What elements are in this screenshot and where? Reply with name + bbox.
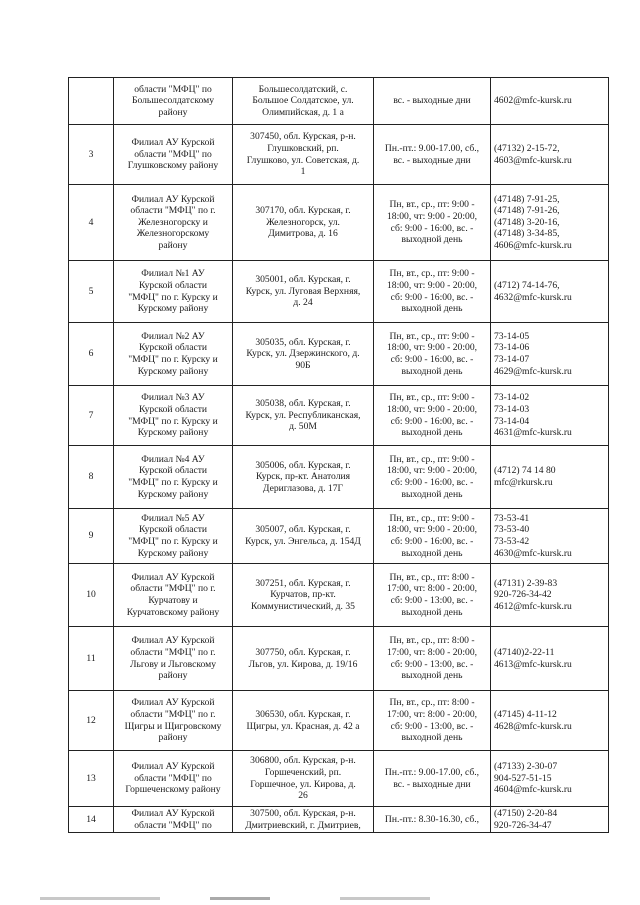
table-row (69, 509, 609, 564)
contact-info-cell (491, 386, 609, 446)
working-hours-cell (374, 185, 491, 261)
contact-info-line: (47133) 2-30-07 (494, 761, 558, 773)
row-number: 3 (88, 148, 94, 160)
table-row (69, 807, 609, 833)
branch-name-line: району (158, 670, 188, 682)
branch-name-line: "МФЦ" по г. Курску и (128, 291, 218, 303)
contact-info-cell (491, 691, 609, 751)
working-hours-line: Пн, вт., ср., пт: 9:00 - (389, 330, 475, 342)
branch-name-line: области "МФЦ" по (134, 83, 212, 95)
table-row (69, 125, 609, 185)
working-hours-line: Пн, вт., ср., пт: 9:00 - (389, 392, 475, 404)
branch-address-line: Курск, ул. Республиканская, (245, 409, 361, 421)
contact-info-cell (491, 78, 609, 125)
branch-name-cell (114, 807, 233, 833)
branch-name-line: Курскому району (137, 365, 209, 377)
row-number: 13 (86, 772, 96, 784)
branch-address-cell (233, 691, 374, 751)
contact-info-line: 73-53-41 (494, 512, 530, 524)
branch-address-cell (233, 509, 374, 564)
branch-name-cell (114, 446, 233, 509)
row-number: 8 (88, 471, 94, 483)
row-number-cell (69, 386, 114, 446)
contact-info-cell (491, 125, 609, 185)
branch-name-line: Филиал АУ Курской (131, 761, 215, 773)
row-number-cell (69, 564, 114, 627)
working-hours-cell (374, 509, 491, 564)
branch-name-line: району (158, 239, 188, 251)
contact-info-line: (47150) 2-20-84 (494, 808, 558, 819)
working-hours-line: сб: 9:00 - 16:00, вс. - (390, 477, 474, 488)
contact-info-line: 73-53-40 (494, 524, 530, 536)
branch-address-cell (233, 446, 374, 509)
contact-info-line: 73-14-05 (494, 330, 530, 342)
branch-name-line: "МФЦ" по г. Курску и (128, 415, 218, 427)
contact-info-cell (491, 751, 609, 807)
branch-address-line: Горшечное, ул. Кирова, д. (250, 778, 356, 790)
branch-name-line: Курчатовскому району (126, 606, 220, 618)
working-hours-cell (374, 125, 491, 185)
working-hours-line: 18:00, чт: 9:00 - 20:00, (386, 524, 478, 536)
branch-name-line: Курскому району (137, 547, 209, 559)
working-hours-line: 18:00, чт: 9:00 - 20:00, (386, 210, 478, 222)
branch-address-cell (233, 807, 374, 833)
row-number-cell (69, 323, 114, 386)
contact-info-line[interactable]: 4612@mfc-kursk.ru (494, 600, 572, 612)
branch-name-line: "МФЦ" по г. Курску и (128, 354, 218, 365)
branch-name-line: Филиал АУ Курской (131, 571, 215, 583)
working-hours-cell (374, 323, 491, 386)
working-hours-line: сб: 9:00 - 13:00, вс. - (390, 658, 474, 670)
contact-info-line: 73-53-42 (494, 536, 530, 547)
working-hours-line: выходной день (401, 547, 463, 559)
branch-name-line: Филиал №3 АУ (141, 392, 205, 404)
branch-name-line: Курскому району (137, 427, 209, 439)
working-hours-line: сб: 9:00 - 16:00, вс. - (390, 291, 474, 303)
mfc-branches-table (68, 77, 609, 833)
contact-info-line: 73-14-07 (494, 354, 530, 365)
contact-info-line: (47148) 3-20-16, (494, 216, 560, 228)
contact-info-line: (47148) 7-91-26, (494, 205, 560, 217)
branch-address-line: 306530, обл. Курская, г. (255, 708, 351, 720)
branch-name-line: области "МФЦ" по г. (130, 646, 216, 658)
branch-name-line: Курской области (138, 524, 208, 536)
table-row (69, 185, 609, 261)
branch-address-cell (233, 751, 374, 807)
working-hours-line: 18:00, чт: 9:00 - 20:00, (386, 465, 478, 477)
row-number: 14 (86, 813, 96, 825)
row-number-cell (69, 125, 114, 185)
working-hours-cell (374, 386, 491, 446)
contact-info-line: (47132) 2-15-72, (494, 142, 560, 154)
table-body (69, 78, 609, 833)
branch-address-cell (233, 627, 374, 691)
contact-info-cell (491, 564, 609, 627)
contact-info-cell (491, 807, 609, 833)
working-hours-line: Пн.-пт.: 8.30-16.30, сб., (384, 813, 480, 825)
contact-info-line: 920-726-34-42 (494, 589, 552, 601)
branch-name-line: области "МФЦ" по г. (130, 583, 216, 595)
branch-address-line: Димитрова, д. 16 (268, 228, 338, 240)
branch-address-line: 307170, обл. Курская, г. (255, 205, 351, 217)
branch-address-cell (233, 185, 374, 261)
contact-info-line: (4712) 74 14 80 (494, 465, 556, 477)
row-number: 10 (86, 589, 96, 601)
branch-name-cell (114, 125, 233, 185)
row-number-cell (69, 627, 114, 691)
branch-address-line: 305001, обл. Курская, г. (255, 274, 351, 286)
branch-address-cell (233, 386, 374, 446)
working-hours-cell (374, 807, 491, 833)
branch-address-line: 305038, обл. Курская, г. (255, 398, 351, 410)
branch-address-line: Глушково, ул. Советская, д. (246, 154, 360, 166)
branch-name-line: Филиал АУ Курской (131, 697, 215, 709)
branch-name-line: области "МФЦ" по (134, 772, 212, 784)
row-number-cell (69, 807, 114, 833)
branch-address-cell (233, 125, 374, 185)
row-number-cell (69, 446, 114, 509)
working-hours-line: сб: 9:00 - 16:00, вс. - (390, 354, 474, 365)
working-hours-line: вс. - выходные дни (393, 778, 471, 790)
contact-info-line: (47131) 2-39-83 (494, 577, 558, 589)
contact-info-line[interactable]: 4603@mfc-kursk.ru (494, 154, 572, 166)
row-number-cell (69, 509, 114, 564)
contact-info-line: 920-726-34-47 (494, 819, 552, 831)
contact-info-line: (4712) 74-14-76, (494, 279, 560, 291)
row-number-cell (69, 691, 114, 751)
branch-name-line: Железногорску и (138, 216, 208, 228)
working-hours-line: 17:00, чт: 8:00 - 20:00, (386, 708, 478, 720)
branch-name-cell (114, 185, 233, 261)
branch-address-line: 305035, обл. Курская, г. (255, 336, 351, 348)
working-hours-line: Пн, вт., ср., пт: 8:00 - (389, 571, 475, 583)
branch-address-line: 307251, обл. Курская, г. (255, 577, 351, 589)
working-hours-line: Пн, вт., ср., пт: 9:00 - (389, 453, 475, 465)
row-number-cell (69, 78, 114, 125)
branch-address-line: 307500, обл. Курская, р-н. (250, 808, 356, 819)
branch-address-line: д. 50М (289, 421, 317, 433)
branch-address-line: Курск, ул. Луговая Верхняя, (245, 285, 361, 297)
branch-address-line: 306800, обл. Курская, р-н. (250, 755, 356, 767)
contact-info-line[interactable]: 4628@mfc-kursk.ru (494, 720, 572, 732)
row-number-cell (69, 185, 114, 261)
working-hours-line: вс. - выходные дни (393, 154, 471, 166)
branch-name-line: Филиал №4 АУ (141, 453, 205, 465)
working-hours-line: Пн, вт., ср., пт: 8:00 - (389, 635, 475, 647)
contact-info-line[interactable]: 4631@mfc-kursk.ru (494, 427, 572, 439)
contact-info-cell (491, 509, 609, 564)
branch-name-line: Курскому району (137, 488, 209, 500)
working-hours-cell (374, 751, 491, 807)
branch-address-line: Большое Солдатское, ул. (252, 95, 354, 107)
contact-info-cell (491, 261, 609, 323)
branch-name-line: Курской области (138, 465, 208, 477)
working-hours-cell (374, 691, 491, 751)
row-number: 4 (88, 216, 94, 228)
branch-address-line: 307450, обл. Курская, р-н. (250, 131, 356, 143)
branch-address-line: Щигры, ул. Красная, д. 42 а (246, 720, 360, 732)
table-row (69, 691, 609, 751)
branch-name-line: Курчатову и (148, 595, 198, 606)
branch-address-line: 1 (300, 166, 306, 178)
table-row (69, 446, 609, 509)
contact-info-line[interactable]: 4604@mfc-kursk.ru (494, 784, 572, 796)
working-hours-cell (374, 564, 491, 627)
branch-name-line: области "МФЦ" по г. (130, 708, 216, 720)
branch-name-line: Курской области (138, 403, 208, 415)
branch-address-line: Курчатов, пр-кт. (270, 589, 336, 601)
table-row (69, 78, 609, 125)
branch-name-line: Курскому району (137, 303, 209, 315)
branch-name-line: Льгову и Льговскому (129, 658, 217, 670)
working-hours-cell (374, 627, 491, 691)
row-number: 9 (88, 530, 94, 542)
working-hours-line: выходной день (401, 427, 463, 439)
branch-address-line: Курск, ул. Энгельса, д. 154Д (245, 536, 361, 547)
branch-name-line: области "МФЦ" по (134, 148, 212, 160)
branch-name-line: Глушковскому району (127, 160, 219, 172)
branch-name-line: Большесолдатскому (131, 95, 215, 107)
contact-info-cell (491, 627, 609, 691)
branch-name-line: Железногорскому (136, 228, 210, 240)
working-hours-line: выходной день (401, 365, 463, 377)
contact-info-line: (47145) 4-11-12 (494, 708, 557, 720)
working-hours-line: Пн.-пт.: 9.00-17.00, сб., (384, 142, 480, 154)
contact-info-line: 73-14-02 (494, 392, 530, 404)
branch-name-line: Филиал АУ Курской (131, 808, 215, 819)
branch-address-line: Курск, пр-кт. Анатолия (255, 471, 351, 483)
branch-name-line: Курской области (138, 342, 208, 354)
working-hours-line: 18:00, чт: 9:00 - 20:00, (386, 342, 478, 354)
contact-info-cell (491, 323, 609, 386)
branch-name-line: Курской области (138, 279, 208, 291)
branch-name-cell (114, 78, 233, 125)
contact-info-line[interactable]: mfc@rkursk.ru (494, 477, 553, 488)
contact-info-line[interactable]: 4630@mfc-kursk.ru (494, 547, 572, 559)
branch-name-line: "МФЦ" по г. Курску и (128, 477, 218, 488)
branch-address-line: Коммунистический, д. 35 (251, 600, 355, 612)
working-hours-line: выходной день (401, 234, 463, 246)
contact-info-line[interactable]: 4632@mfc-kursk.ru (494, 291, 572, 303)
working-hours-line: сб: 9:00 - 16:00, вс. - (390, 415, 474, 427)
contact-info-line: 73-14-06 (494, 342, 530, 354)
table-row (69, 323, 609, 386)
working-hours-line: выходной день (401, 670, 463, 682)
contact-info-line: (47148) 3-34-85, (494, 228, 560, 240)
working-hours-line: Пн, вт., ср., пт: 9:00 - (389, 199, 475, 211)
row-number: 11 (86, 652, 96, 664)
branch-name-line: Филиал АУ Курской (131, 193, 215, 205)
branch-address-cell (233, 261, 374, 323)
branch-address-line: 26 (298, 790, 308, 802)
table-row (69, 386, 609, 446)
contact-info-line[interactable]: 4602@mfc-kursk.ru (494, 95, 572, 107)
branch-address-line: Льгов, ул. Кирова, д. 19/16 (248, 658, 358, 670)
branch-address-line: Железногорск, ул. (266, 216, 340, 228)
working-hours-line: Пн, вт., ср., пт: 8:00 - (389, 697, 475, 709)
contact-info-line: 73-14-03 (494, 403, 530, 415)
branch-address-line: 305006, обл. Курская, г. (255, 459, 351, 471)
working-hours-cell (374, 78, 491, 125)
contact-info-cell (491, 185, 609, 261)
branch-name-line: области "МФЦ" по (134, 819, 212, 831)
row-number: 6 (88, 348, 94, 360)
branch-address-cell (233, 323, 374, 386)
table-row (69, 564, 609, 627)
working-hours-line: сб: 9:00 - 16:00, вс. - (390, 222, 474, 234)
branch-name-line: району (158, 732, 188, 744)
branch-name-cell (114, 323, 233, 386)
contact-info-line: (47140)2-22-11 (494, 646, 555, 658)
table-row (69, 751, 609, 807)
working-hours-cell (374, 446, 491, 509)
working-hours-line: выходной день (401, 606, 463, 618)
row-number: 7 (88, 409, 94, 421)
working-hours-line: выходной день (401, 732, 463, 744)
scan-footer-marks (40, 893, 600, 905)
contact-info-line[interactable]: 4606@mfc-kursk.ru (494, 239, 572, 251)
working-hours-line: вс. - выходные дни (393, 95, 471, 107)
branch-address-line: 90Б (295, 359, 311, 371)
branch-name-cell (114, 564, 233, 627)
working-hours-line: Пн, вт., ср., пт: 9:00 - (389, 512, 475, 524)
contact-info-line[interactable]: 4629@mfc-kursk.ru (494, 365, 572, 377)
working-hours-line: Пн.-пт.: 9.00-17.00, сб., (384, 766, 480, 778)
row-number-cell (69, 261, 114, 323)
branch-name-cell (114, 751, 233, 807)
working-hours-line: выходной день (401, 303, 463, 315)
branch-name-line: району (158, 106, 188, 118)
branch-name-line: Щигры и Щигровскому (124, 720, 222, 732)
branch-name-cell (114, 509, 233, 564)
working-hours-line: сб: 9:00 - 13:00, вс. - (390, 595, 474, 606)
branch-name-line: Филиал №1 АУ (141, 268, 205, 280)
branch-address-line: Горшеченский, рп. (264, 766, 342, 778)
working-hours-line: сб: 9:00 - 13:00, вс. - (390, 720, 474, 732)
contact-info-line: (47148) 7-91-25, (494, 193, 560, 205)
working-hours-line: 18:00, чт: 9:00 - 20:00, (386, 279, 478, 291)
branch-name-cell (114, 386, 233, 446)
branch-address-cell (233, 564, 374, 627)
branch-address-line: Олимпийская, д. 1 а (262, 106, 344, 118)
working-hours-line: 17:00, чт: 8:00 - 20:00, (386, 583, 478, 595)
branch-address-line: Большесолдатский, с. (258, 83, 348, 95)
branch-address-cell (233, 78, 374, 125)
branch-name-line: Филиал АУ Курской (131, 137, 215, 149)
contact-info-line: 73-14-04 (494, 415, 530, 427)
branch-address-line: Дериглазова, д. 17Г (262, 482, 344, 494)
branch-name-line: "МФЦ" по г. Курску и (128, 536, 218, 547)
branch-name-cell (114, 691, 233, 751)
branch-address-line: 305007, обл. Курская, г. (255, 524, 351, 536)
branch-name-line: Филиал №5 АУ (141, 512, 205, 524)
branch-name-line: Филиал АУ Курской (131, 635, 215, 647)
branch-address-line: 307750, обл. Курская, г. (255, 646, 351, 658)
branch-address-line: Глушковский, рп. (267, 142, 339, 154)
branch-name-cell (114, 261, 233, 323)
row-number: 12 (86, 714, 96, 726)
working-hours-line: выходной день (401, 488, 463, 500)
branch-name-line: Горшеченскому району (125, 784, 221, 796)
table-row (69, 627, 609, 691)
working-hours-cell (374, 261, 491, 323)
contact-info-cell (491, 446, 609, 509)
row-number-cell (69, 751, 114, 807)
working-hours-line: 18:00, чт: 9:00 - 20:00, (386, 403, 478, 415)
branch-name-line: области "МФЦ" по г. (130, 205, 216, 217)
row-number: 5 (88, 285, 94, 297)
table-row (69, 261, 609, 323)
branch-name-cell (114, 627, 233, 691)
branch-address-line: Дмитриевский, г. Дмитриев, (245, 819, 361, 831)
contact-info-line: 904-527-51-15 (494, 772, 552, 784)
working-hours-line: сб: 9:00 - 16:00, вс. - (390, 536, 474, 547)
working-hours-line: 17:00, чт: 8:00 - 20:00, (386, 646, 478, 658)
contact-info-line[interactable]: 4613@mfc-kursk.ru (494, 658, 572, 670)
branch-address-line: д. 24 (293, 297, 313, 309)
branch-name-line: Филиал №2 АУ (141, 330, 205, 342)
branch-address-line: Курск, ул. Дзержинского, д. (246, 348, 360, 360)
working-hours-line: Пн, вт., ср., пт: 9:00 - (389, 268, 475, 280)
